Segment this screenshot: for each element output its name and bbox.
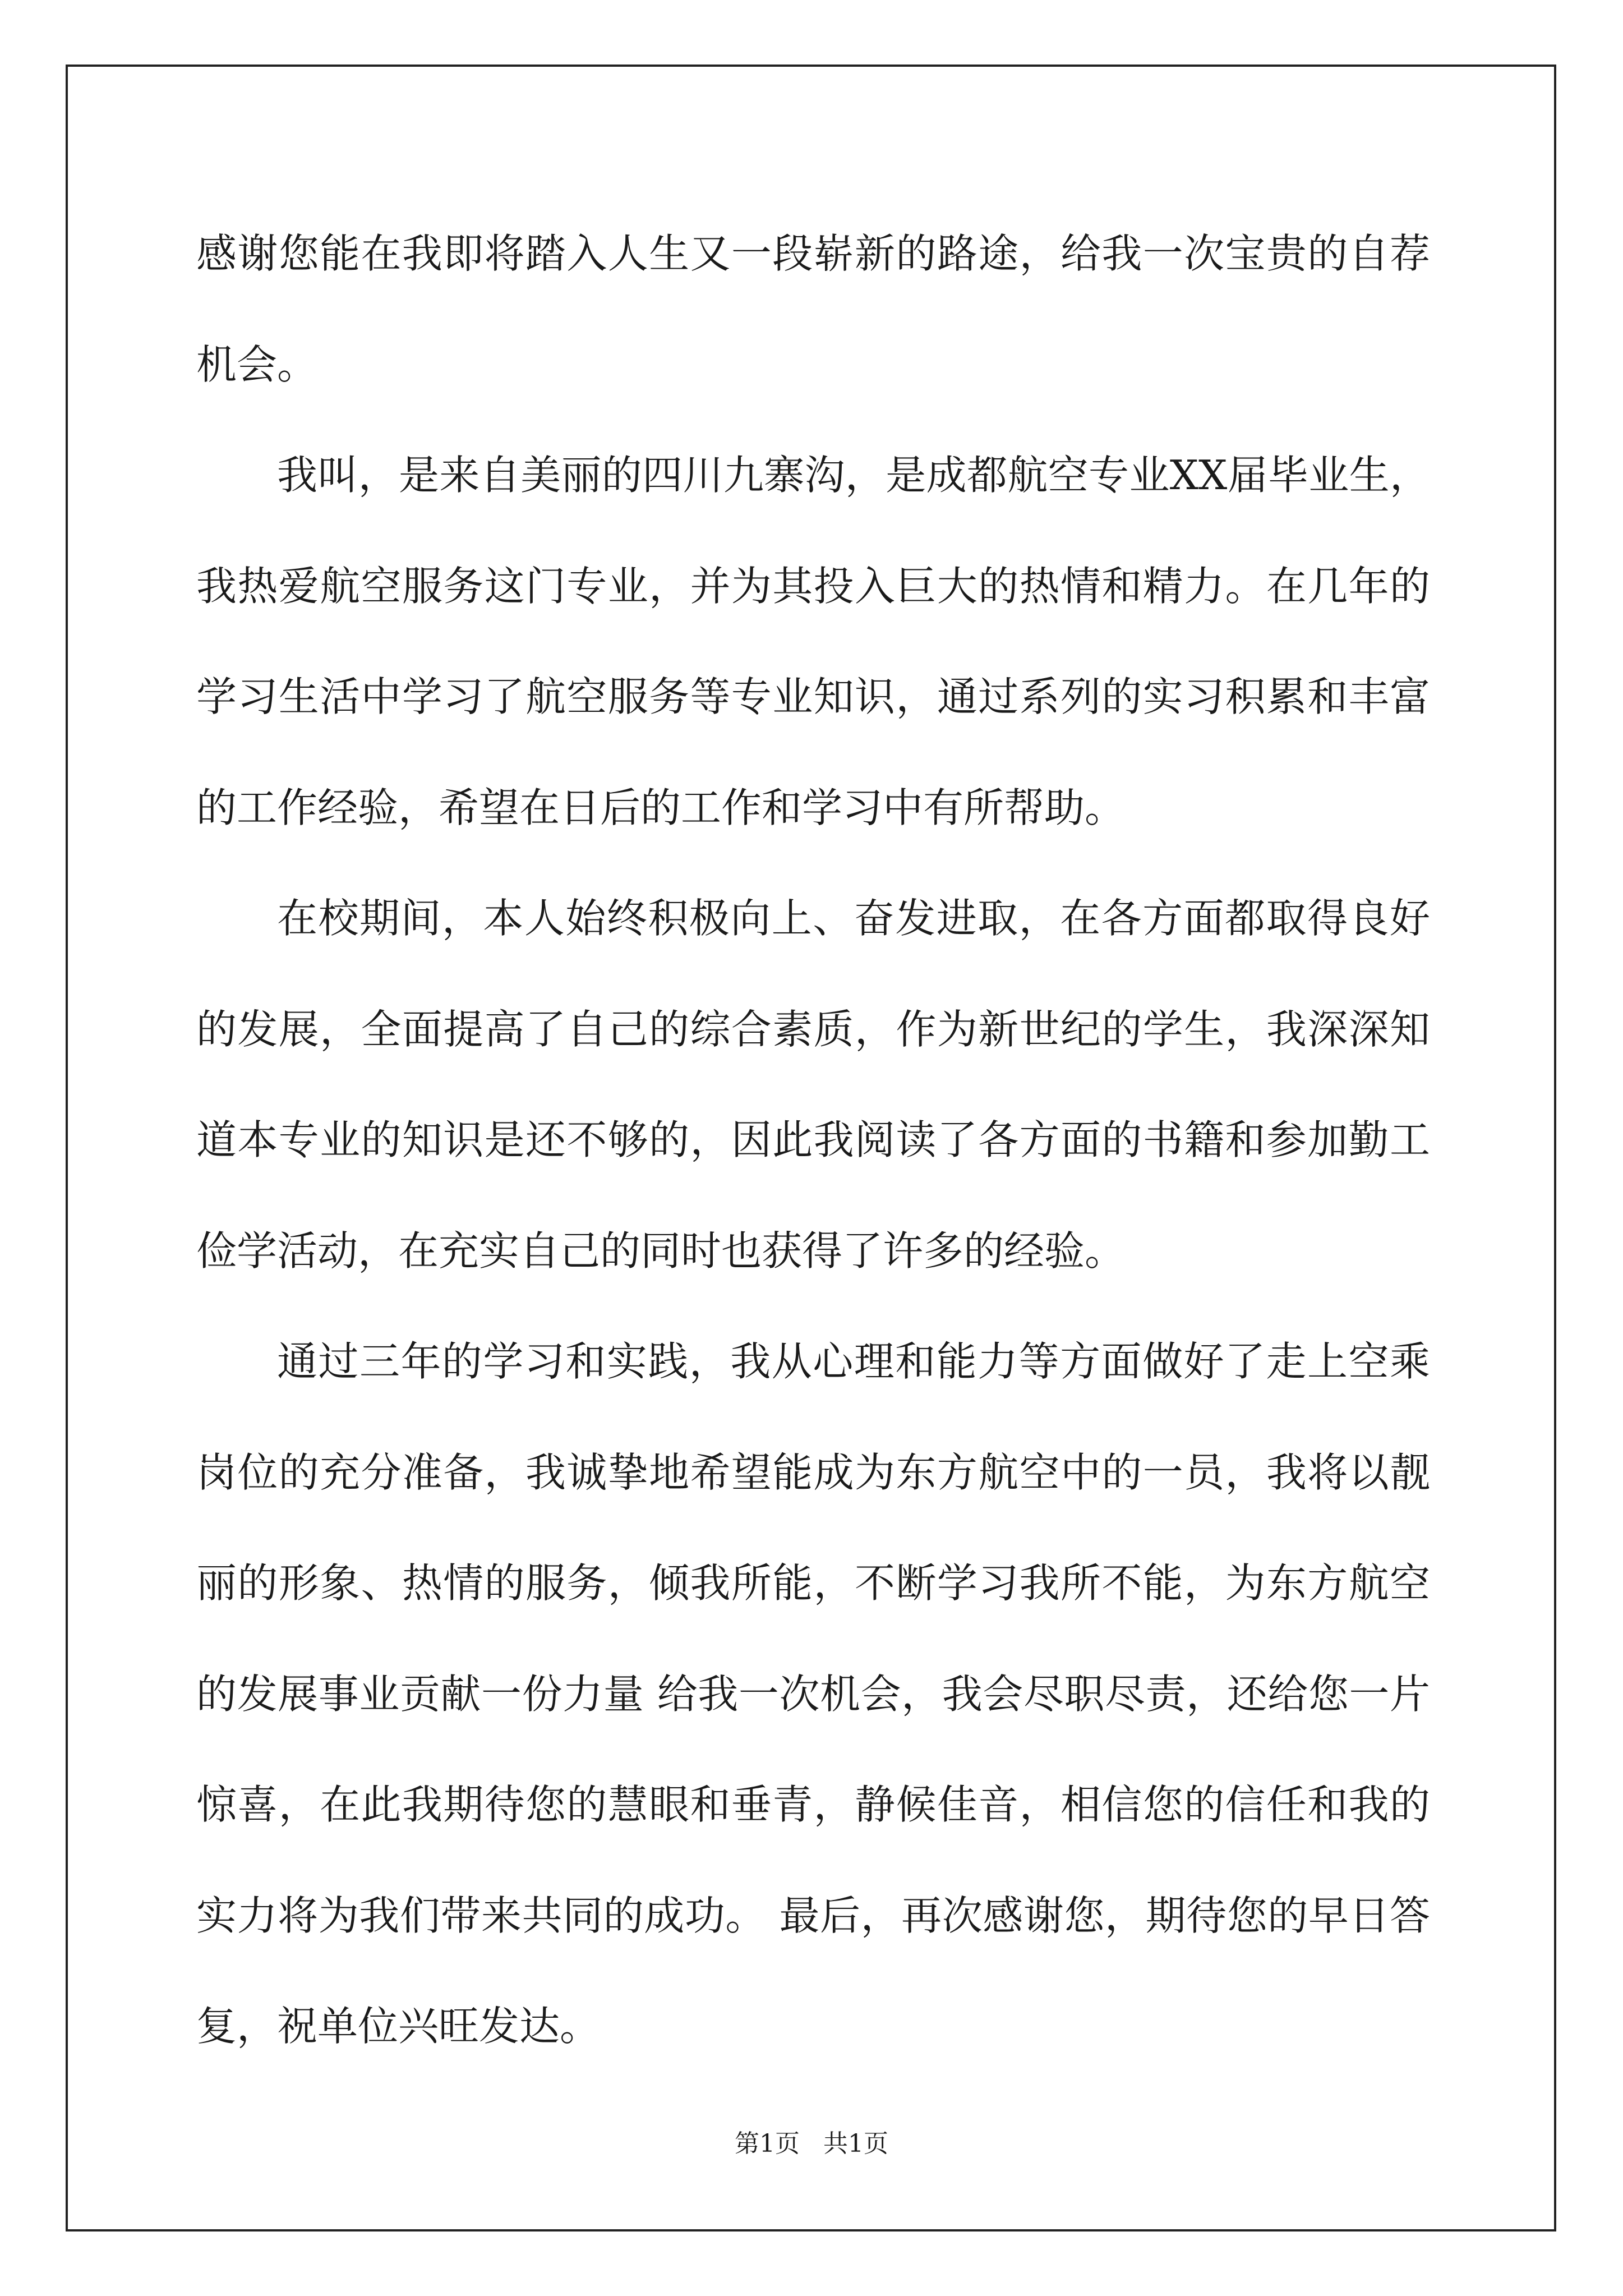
page-number-footer: 第1页 共1页: [735, 2129, 888, 2158]
document-body: [196, 199, 1430, 2082]
paragraph-introduction: 我叫，是来自美丽的四川九寨沟，是成都航空专业XX届毕业生，我热爱航空服务这门专业，并为其投入巨大的热情和精力。在几年的学习生活中学习了航空服务等专业知识，通过系列的实习积累和丰富的工作经验，希望在日后的工作和学习中有所帮助。: [196, 452, 1430, 831]
paragraph-opening: 感谢您能在我即将踏入人生又一段崭新的路途，给我一次宝贵的自荐机会。: [196, 230, 1430, 388]
paragraph-school-period: 在校期间，本人始终积极向上、奋发进取，在各方面都取得良好的发展，全面提高了自己的综合素质，作为新世纪的学生，我深深知道本专业的知识是还不够的，因此我阅读了各方面的书籍和参加勤工俭学活动，在充实自己的同时也获得了许多的经验。: [196, 895, 1430, 1274]
paragraph-closing: 通过三年的学习和实践，我从心理和能力等方面做好了走上空乘岗位的充分准备，我诚挚地希望能成为东方航空中的一员，我将以靓丽的形象、热情的服务，倾我所能，不断学习我所不能，为东方航空的发展事业贡献一份力量 给我一次机会，我会尽职尽责，还给您一片惊喜，在此我期待您的慧眼和垂青，静候佳音，相信您的信任和我的实力将为我们带来共同的成功。 最后，再次感谢您，期待您的早日答复，祝单位兴旺发达。: [196, 1338, 1430, 2050]
